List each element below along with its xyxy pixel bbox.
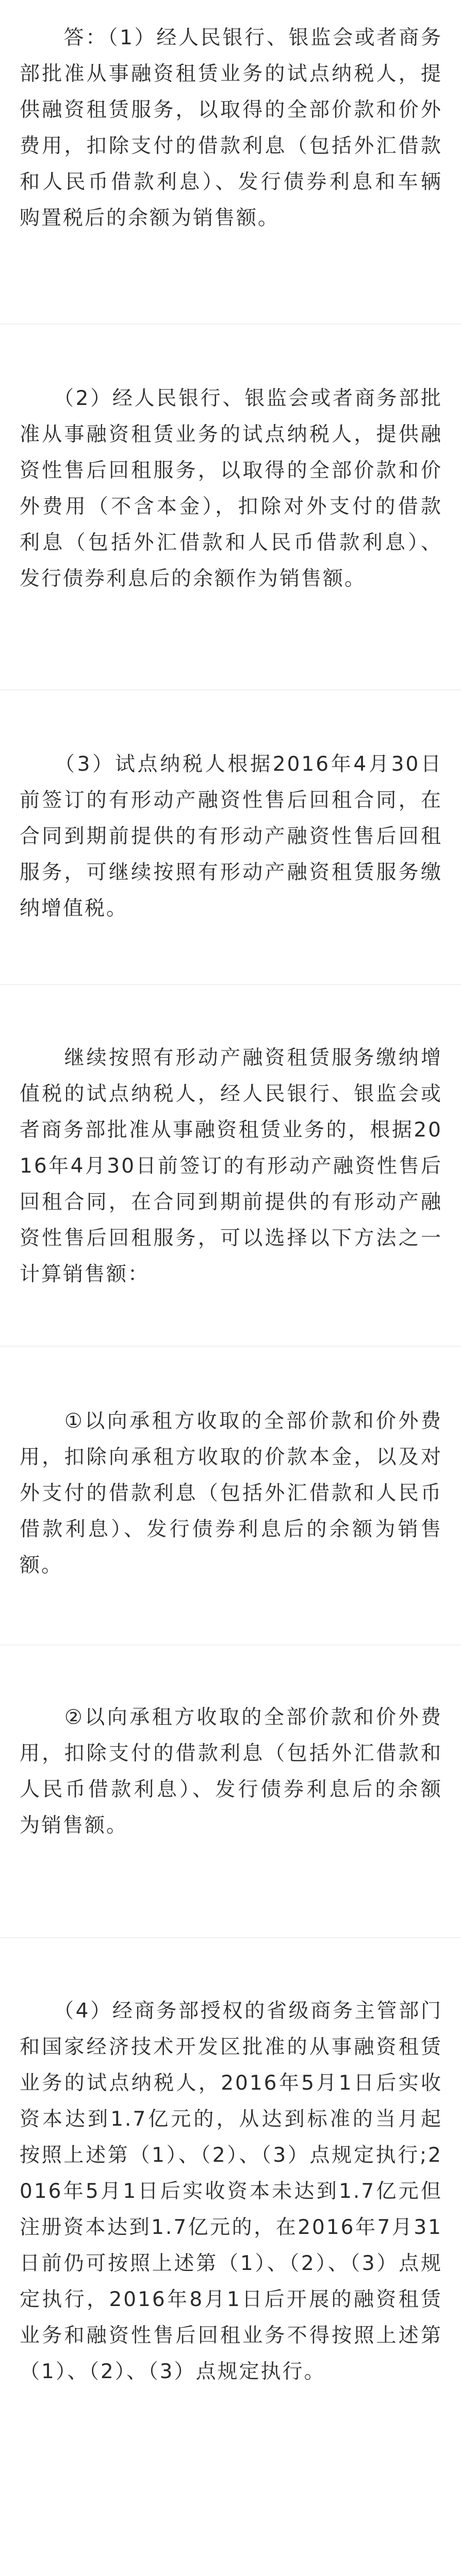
section-divider <box>0 1645 461 1646</box>
paragraph-method-1: ①以向承租方收取的全部价款和价外费用，扣除向承租方收取的价款本金，以及对外支付的借款利息（包括外汇借款和人民币借款利息）、发行债券利息后的余额为销售额。 <box>20 1410 442 1577</box>
paragraph-method-2: ②以向承租方收取的全部价款和价外费用，扣除支付的借款利息（包括外汇借款和人民币借款利息）、发行债券利息后的余额为销售额。 <box>20 1706 442 1837</box>
section-divider <box>0 984 461 985</box>
section-divider <box>0 689 461 690</box>
section-divider <box>0 1937 461 1938</box>
paragraph-answer-3: （3）试点纳税人根据2016年4月30日前签订的有形动产融资性售后回租合同，在合同到期前提供的有形动产融资性售后回租服务，可继续按照有形动产融资租赁服务缴纳增值税。 <box>20 753 442 920</box>
section-divider <box>0 324 461 325</box>
paragraph-answer-4: （4）经商务部授权的省级商务主管部门和国家经济技术开发区批准的从事融资租赁业务的试点纳税人，2016年5月1日后实收资本达到1.7亿元的，从达到标准的当月起按照上述第（1）、（2）、（3）点规定执行;2016年5月1日后实收资本未达到1.7亿元但注册资本达到1.7亿元的，在2016年7月31日前仍可按照上述第（1）、（2）、（3）点规定执行，2016年8月1日后开展的融资租赁业务和融资性售后回租业务不得按照上述第（1）、（2）、（3）点规定执行。 <box>20 1999 442 2383</box>
paragraph-answer-2: （2）经人民银行、银监会或者商务部批准从事融资租赁业务的试点纳税人，提供融资性售后回租服务，以取得的全部价款和价外费用（不含本金），扣除对外支付的借款利息（包括外汇借款和人民币借款利息）、发行债券利息后的余额作为销售额。 <box>20 387 442 590</box>
paragraph-continue-note: 继续按照有形动产融资租赁服务缴纳增值税的试点纳税人，经人民银行、银监会或者商务部批准从事融资租赁业务的，根据2016年4月30日前签订的有形动产融资性售后回租合同，在合同到期前提供的有形动产融资性售后回租服务，可以选择以下方法之一计算销售额： <box>20 1046 442 1286</box>
paragraph-answer-1: 答：（1）经人民银行、银监会或者商务部批准从事融资租赁业务的试点纳税人，提供融资租赁服务，以取得的全部价款和价外费用，扣除支付的借款利息（包括外汇借款和人民币借款利息）、发行债券利息和车辆购置税后的余额为销售额。 <box>20 26 442 230</box>
section-divider <box>0 1346 461 1347</box>
